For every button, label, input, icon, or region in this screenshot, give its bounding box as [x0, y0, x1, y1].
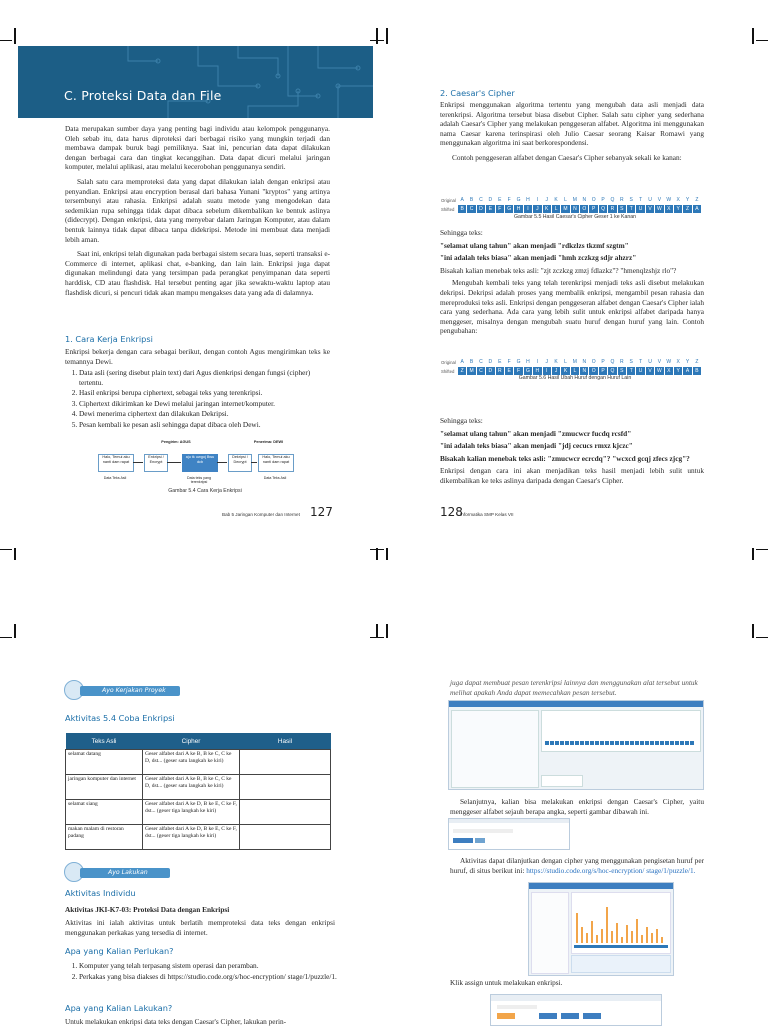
table-header: Teks Asli	[66, 733, 143, 750]
plain-letter: W	[666, 359, 672, 365]
sub1-intro	[65, 347, 330, 366]
plain-letter: X	[676, 197, 680, 203]
activity-table	[65, 733, 331, 850]
table-cell: jaringan komputer dan internet	[66, 775, 143, 800]
plain-letter: Y	[685, 359, 690, 365]
cipher-letter: N	[571, 205, 579, 213]
crop-mark	[0, 40, 12, 41]
figure-label: Data Teks Asli	[263, 476, 287, 480]
dialog-text	[497, 1005, 537, 1009]
plain-letter: K	[554, 197, 558, 203]
list-item: 5. Pesan kembali ke pesan asli sehingga dapat dibaca oleh Dewi.	[79, 420, 334, 430]
table-cell: selamat datang	[66, 750, 143, 775]
plain-letter: K	[554, 359, 558, 365]
table-row	[66, 750, 331, 775]
cipher-letter: Z	[458, 367, 466, 375]
frequency-bars	[572, 893, 670, 953]
crop-mark	[0, 549, 12, 550]
plain-letter: N	[582, 359, 587, 365]
paragraph: Mengubah kembali teks yang telah terenkripsi menjadi teks asli disebut melakukan dekripsi. Dekripsi adalah proses yang membalik enkripsi, mengambil pesan rahasia dan mereproduksi teks asli. Enkripsi dengan penggeseran alfabet dengan Caesar's Cipher ialah cara yang sederhana. Ada cara yang lebih sulit untuk enkripsi alfabet daripada hanya menggeser, misalnya dengan mengubah suatu huruf dengan huruf yang lain. Contoh pengubahan:	[440, 278, 704, 336]
cipher-letter: F	[496, 205, 504, 213]
cipher-letter: O	[580, 205, 588, 213]
shift-input[interactable]	[541, 775, 583, 787]
plain-letter: D	[488, 197, 493, 203]
table-cell: makan malam di restoran padang	[66, 825, 143, 850]
cipher-letter: H	[533, 367, 541, 375]
table-row	[66, 775, 331, 800]
figure-label: Data Teks Asli	[103, 476, 127, 480]
example-block-2	[440, 416, 704, 491]
frequency-chart-screenshot	[528, 882, 674, 976]
plain-letter: T	[639, 359, 643, 365]
cipher-text-box: aju tk uwgoj Bwu dcb	[182, 454, 218, 472]
hoc-encryption-link[interactable]: https://studio.code.org/s/hoc-encryption/ stage/1/puzzle/1.	[526, 865, 696, 875]
plain-letter: E	[498, 197, 502, 203]
crop-mark	[756, 40, 768, 41]
cipher-letter: J	[533, 205, 541, 213]
cipher-letter: I	[543, 367, 551, 375]
list-item: 2. Hasil enkripsi berupa ciphertext, sebagai teks yang terenkripsi.	[79, 388, 334, 398]
paragraph: Sehingga teks:	[440, 416, 483, 425]
plain-letter: Q	[610, 197, 615, 203]
cipher-letter: B	[693, 367, 701, 375]
shift-dialog-screenshot	[448, 818, 570, 850]
section-heading: C. Proteksi Data dan File	[64, 88, 222, 103]
plain-letter: B	[469, 197, 474, 203]
alphabet-strip	[545, 741, 695, 745]
crop-mark	[752, 28, 754, 44]
figure-label: Data teks yang terenkripsi	[187, 476, 211, 485]
cipher-letter: W	[657, 368, 662, 374]
cipher-letter: A	[693, 205, 701, 213]
code-studio-screenshot	[448, 700, 704, 790]
arrow-right-icon	[133, 462, 143, 463]
cipher-letter: R	[608, 205, 616, 213]
row-label: Original	[441, 197, 456, 203]
cipher-letter: C	[477, 367, 485, 375]
crop-mark	[14, 28, 16, 44]
todo-heading: Apa yang Kalian Lakukan?	[65, 1003, 173, 1013]
row-label: Original	[441, 359, 456, 365]
plain-letter: L	[564, 359, 567, 365]
example-line: Bisakah kalian menebak teks asli: "zmucwcr ecrcdq"? "wcxcd gcqj zfecs zjcg"?	[440, 453, 690, 463]
cipher-letter: K	[561, 367, 569, 375]
arrow-right-icon	[217, 462, 227, 463]
cipher-letter: Y	[674, 367, 682, 375]
cipher-letter: B	[458, 205, 466, 213]
jki-title: Aktivitas JKI-K7-03: Proteksi Data dengan Enkripsi	[65, 905, 230, 914]
title-bar	[529, 883, 673, 889]
substitution-cipher-table	[441, 358, 701, 375]
cipher-letter: U	[636, 367, 644, 375]
section-header-banner	[18, 46, 373, 118]
plain-letter: F	[507, 359, 511, 365]
crop-mark	[756, 549, 768, 550]
paragraph: Selanjutnya, kalian bisa melakukan enkripsi dengan Caesar's Cipher, yaitu menggeser alfabet sejauh berapa angka, seperti gambar dibawah ini.	[450, 797, 704, 816]
individual-activity-label: Aktivitas Individu	[65, 888, 136, 898]
message-panel	[451, 710, 539, 788]
table-row	[66, 825, 331, 850]
plain-letter: G	[516, 197, 521, 203]
paragraph: Salah satu cara memproteksi data yang dapat dilakukan ialah dengan enkripsi atau penyandian. Enkripsi atau encryption berasal dari bahasa Yunani "kryptos" yang artinya tersembunyi atau rahasia. Enkripsi adalah suatu metode yang mengodekan data sedemikian rupa sehingga tidak dapat dibaca sebelum dikembalikan ke bentuk aslinya (didecrypt). Dengan enkripsi, data yang menyebar dalam Jaringan Komputer, atau dalam bentuk lainnya tidak dapat dibaca tanpa didekripsi. Metode ini membuat data menjadi lebih aman.	[65, 176, 330, 244]
plain-letter: F	[507, 197, 511, 203]
cipher-letter: R	[496, 367, 504, 375]
cipher-letter: M	[561, 205, 569, 213]
cipher-letter: E	[486, 205, 494, 213]
dialog-header	[491, 995, 661, 1001]
receiver-label: Penerima: DEWI	[253, 440, 284, 444]
cipher-letter: Z	[683, 205, 691, 213]
plain-letter: U	[648, 359, 652, 365]
paragraph: Saat ini, enkripsi telah digunakan pada berbagai sistem secara luas, seperti transaksi e-Commerce di internet, aplikasi chat, e-banking, dan lain lain. Enkripsi juga dapat digunakan melindungi data yang tersimpan pada perangkat penyimpanan data seperti harddisk, CD atau flashdisk. Hal tersebut penting agar jika sewaktu-waktu laptop atau flashdisk dicuri, si pencuri tidak akan mampu mengakses data yang ada di dalamnya.	[65, 249, 330, 297]
plain-letter: X	[676, 359, 680, 365]
plain-letter: J	[545, 197, 548, 203]
page-number: 127	[310, 505, 333, 519]
plain-letter: N	[582, 197, 587, 203]
shift-button[interactable]	[453, 838, 473, 843]
cipher-letter: S	[618, 367, 626, 375]
paragraph: Untuk melakukan enkripsi data teks dengan Caesar's Cipher, lakukan perin-	[65, 1017, 287, 1026]
page-footer: Informatika SMP Kelas VII	[460, 512, 514, 517]
plain-letter: M	[572, 197, 577, 203]
example-block-1	[440, 228, 704, 341]
arrow-right-icon	[251, 462, 257, 463]
cipher-letter: V	[646, 367, 654, 375]
cipher-letter: Y	[674, 205, 682, 213]
intro-text	[65, 124, 330, 302]
plain-letter: V	[657, 359, 662, 365]
table-cell[interactable]	[240, 775, 331, 800]
plain-letter: P	[601, 359, 605, 365]
list-item: 3. Ciphertext dikirimkan ke Dewi melalui jaringan internet/komputer.	[79, 399, 334, 409]
caesar-intro	[440, 100, 704, 168]
plain-letter: A	[460, 197, 464, 203]
plain-text-box: Halo, Temui aku nanti dam rapat	[98, 454, 134, 472]
encryption-steps	[65, 368, 334, 431]
assign-dialog-screenshot	[490, 994, 662, 1026]
plain-letter: Y	[685, 197, 690, 203]
table-header: Hasil	[240, 733, 331, 750]
cipher-letter: T	[627, 205, 635, 213]
activity-title: Aktivitas 5.4 Coba Enkripsi	[65, 713, 175, 723]
plain-letter: T	[639, 197, 643, 203]
paragraph: Bisakah kalian menebak teks asli: "zjt zczkzg zmzj fdlazkz"? "hmenqlzshjz rlo"?	[440, 265, 677, 275]
table-cell[interactable]	[240, 750, 331, 775]
plain-letter: I	[536, 359, 539, 365]
list-item: 4. Dewi menerima ciphertext dan dilakukan Dekripsi.	[79, 409, 334, 419]
crop-mark	[386, 28, 388, 44]
crop-mark	[386, 548, 388, 560]
paragraph: Enkripsi bekerja dengan cara sebagai berikut, dengan contoh Agus mengirimkan teks ke temannya Dewi.	[65, 347, 330, 366]
table-cell: Geser alfabet dari A ke B, B ke C, C ke D, dst... (geser satu langkah ke kiri)	[143, 775, 240, 800]
plain-letter: D	[488, 359, 493, 365]
plain-letter: S	[629, 359, 633, 365]
cipher-letter: L	[552, 205, 560, 213]
plain-letter: Q	[610, 359, 615, 365]
crop-mark	[376, 624, 378, 638]
project-banner	[62, 680, 182, 698]
banner-label: Ayo Kerjakan Proyek	[102, 687, 166, 694]
cipher-letter: W	[657, 206, 662, 212]
plain-letter: S	[629, 197, 633, 203]
plain-letter: L	[564, 197, 567, 203]
cipher-letter: O	[589, 367, 597, 375]
plain-letter: P	[601, 197, 605, 203]
plain-letter: V	[657, 197, 662, 203]
plain-letter: W	[666, 197, 672, 203]
cipher-letter: P	[589, 205, 597, 213]
cipher-letter: C	[467, 205, 475, 213]
table-cell: Geser alfabet dari A ke D, B ke E, C ke F, dst... (geser tiga langkah ke kiri)	[143, 825, 240, 850]
figure-caption: Gambar 5.4 Cara Kerja Enkripsi	[168, 488, 242, 494]
title-bar	[449, 701, 703, 707]
cipher-letter: J	[552, 367, 560, 375]
table-row	[66, 800, 331, 825]
crop-mark	[14, 624, 16, 638]
crop-mark	[376, 28, 378, 44]
plain-letter: I	[536, 197, 539, 203]
do-it-banner	[62, 862, 172, 880]
cipher-letter: M	[467, 367, 475, 375]
plain-letter: U	[648, 197, 652, 203]
cipher-letter: I	[524, 205, 532, 213]
needs-heading: Apa yang Kalian Perlukan?	[65, 946, 174, 956]
plain-letter: R	[620, 359, 624, 365]
crop-mark	[386, 624, 388, 638]
figure-caption: Gambar 5.5 Hasil Caesar's Cipher Geser 1 ke Kanan	[513, 214, 637, 220]
example-line: "selamat ulang tahun" akan menjadi "zmucwcr fucdq rcsfd"	[440, 428, 632, 438]
page-footer: Bab 5 Jaringan Komputer dan Internet	[222, 512, 300, 517]
subheading-cara-kerja: 1. Cara Kerja Enkripsi	[65, 334, 153, 344]
plain-letter: Z	[695, 197, 699, 203]
decrypt-box: Dekripsi / Decrypt	[228, 454, 252, 472]
plain-letter: M	[572, 359, 577, 365]
plain-letter: C	[479, 359, 483, 365]
crop-mark	[376, 548, 378, 560]
cipher-letter: P	[599, 367, 607, 375]
paragraph: Klik assign untuk melakukan enkripsi.	[450, 978, 563, 987]
list-item: 2. Perkakas yang bisa diakses di https://studio.code.org/s/hoc-encryption/ stage/1/puzzle/1.	[79, 972, 345, 982]
example-line: "selamat ulang tahun" akan menjadi "rdkzlzs tkzmf szgtm"	[440, 240, 629, 250]
tab-button[interactable]	[583, 1013, 601, 1019]
list-item: 1. Komputer yang telah terpasang sistem operasi dan peramban.	[79, 961, 345, 971]
encrypt-box: Enkripsi / Encrypt	[144, 454, 168, 472]
paragraph: Enkripsi dengan cara ini akan menjadikan teks hasil menjadi lebih sulit untuk dikembalikan ke teks aslinya daripada dengan Caesar's Cipher.	[440, 466, 704, 485]
assign-button[interactable]	[539, 1013, 557, 1019]
example-line: "ini adalah teks biasa" akan menjadi "hmh zczkzg sdjr ahzrz"	[440, 253, 637, 263]
table-header: Cipher	[143, 733, 240, 750]
hint-panel	[571, 955, 671, 973]
arrow-right-icon	[167, 462, 181, 463]
plain-letter: H	[526, 197, 530, 203]
plain-letter: E	[498, 359, 502, 365]
plain-letter: A	[460, 359, 464, 365]
table-cell: Geser alfabet dari A ke B, B ke C, C ke D, dst... (geser satu langkah ke kiri)	[143, 750, 240, 775]
tab-button[interactable]	[497, 1013, 515, 1019]
cipher-letter: K	[543, 205, 551, 213]
tab-button[interactable]	[561, 1013, 579, 1019]
cipher-letter: X	[665, 367, 673, 375]
message-panel	[531, 892, 569, 974]
cipher-letter: G	[524, 367, 532, 375]
plain-letter: G	[516, 359, 521, 365]
plain-letter: C	[479, 197, 483, 203]
dialog-text	[453, 829, 513, 833]
crop-mark	[752, 624, 754, 638]
intro-text: juga dapat membuat pesan terenkripsi lainnya dan menggunakan alat tersebut untuk melihat apakah Anda dapat memecahkan pesan tersebut.	[450, 678, 698, 697]
needs-list	[65, 961, 345, 982]
table-cell[interactable]	[240, 825, 331, 850]
subheading-caesar: 2. Caesar's Cipher	[440, 88, 515, 98]
cipher-letter: Q	[599, 205, 607, 213]
cipher-letter: S	[618, 205, 626, 213]
row-label: Shifted	[441, 368, 455, 374]
cipher-letter: D	[477, 205, 485, 213]
cipher-panel	[541, 710, 701, 752]
crop-mark	[756, 637, 768, 638]
cipher-letter: L	[571, 367, 579, 375]
cipher-letter: Q	[608, 367, 616, 375]
cipher-letter: G	[505, 205, 513, 213]
table-cell: selamat siang	[66, 800, 143, 825]
example-line: "ini adalah teks biasa" akan menjadi "jdj cecucs rmxz kjczc"	[440, 441, 633, 451]
plain-letter: J	[545, 359, 548, 365]
paragraph: Enkripsi menggunakan algoritma tertentu yang mengubah data asli menjadi data terenkripsi. Algoritma tersebut biasa disebut Cipher. Salah satu cipher yang sederhana adalah Caesar's Cipher yang melakukan penggeseran alfabet. Algoritma ini menggunakan nama Caesar karena terinspirasi oleh Julio Caesar seorang Kaisar Romawi yang menggunakan algoritma ini saat berkorespondensi.	[440, 100, 704, 148]
paragraph: Contoh penggeseran alfabet dengan Caesar's Cipher sebanyak sekali ke kanan:	[452, 152, 682, 162]
crop-mark	[14, 548, 16, 560]
page-number: 128	[440, 505, 463, 519]
circuit-pattern-icon	[18, 46, 373, 118]
cipher-letter: V	[646, 205, 654, 213]
plain-letter: R	[620, 197, 624, 203]
plain-letter: O	[591, 359, 596, 365]
cipher-letter: U	[636, 205, 644, 213]
result-text-box: Halo, Temui aku nanti dam rapat	[258, 454, 294, 472]
cipher-letter: H	[514, 205, 522, 213]
paragraph: Sehingga teks:	[440, 228, 483, 237]
plain-letter: B	[469, 359, 474, 365]
activity-continue-text	[450, 856, 704, 875]
sender-label: Pengirim: AGUS	[161, 440, 191, 444]
plain-letter: O	[591, 197, 596, 203]
cipher-letter: A	[683, 367, 691, 375]
dialog-header	[449, 819, 569, 823]
cipher-letter: X	[665, 205, 673, 213]
shift-cipher-table	[441, 196, 701, 213]
table-cell: Geser alfabet dari A ke D, B ke E, C ke F, dst... (geser tiga langkah ke kiri)	[143, 800, 240, 825]
crop-mark	[0, 637, 12, 638]
cipher-letter: E	[505, 367, 513, 375]
cipher-letter: N	[580, 367, 588, 375]
cipher-letter: F	[514, 367, 522, 375]
crop-mark	[752, 548, 754, 560]
plain-letter: Z	[695, 359, 699, 365]
banner-label: Ayo Lakukan	[108, 869, 148, 876]
cipher-letter: T	[627, 367, 635, 375]
go-button[interactable]	[475, 838, 485, 843]
paragraph: Data merupakan sumber daya yang penting bagi individu atau kelompok penggunanya. Oleh sebab itu, data harus diproteksi dari berbagai risiko yang mungkin terjadi dan membawa dampak buruk bagi pemiliknya. Saat ini, pencurian data dapat dilakukan dengan berbagai cara dan tingkat kecanggihan. Data dapat dicuri melalui jaringan komputer, melalui aplikasi, atau melalui kecerobohan penggunanya sendiri.	[65, 124, 330, 172]
list-item: 1. Data asli (sering disebut plain text) dari Agus dienkripsi dengan fungsi (cipher) tertentu.	[79, 368, 334, 387]
bar-chart-panel	[571, 892, 671, 954]
row-label: Shifted	[441, 206, 455, 212]
figure-caption: Gambar 5.6 Hasil Ubah Huruf dengan Huruf Lain	[518, 375, 632, 381]
paragraph: Aktivitas dapat dilanjutkan dengan cipher yang menggunakan pengisetan huruf per huruf, di situs berikut ini:	[450, 856, 704, 875]
plain-letter: H	[526, 359, 530, 365]
table-cell[interactable]	[240, 800, 331, 825]
cipher-letter: D	[486, 367, 494, 375]
jki-description: Aktivitas ini ialah aktivitas untuk berlatih memproteksi data teks dengan enkripsi menggunakan perkakas yang tersedia di internet.	[65, 918, 335, 937]
